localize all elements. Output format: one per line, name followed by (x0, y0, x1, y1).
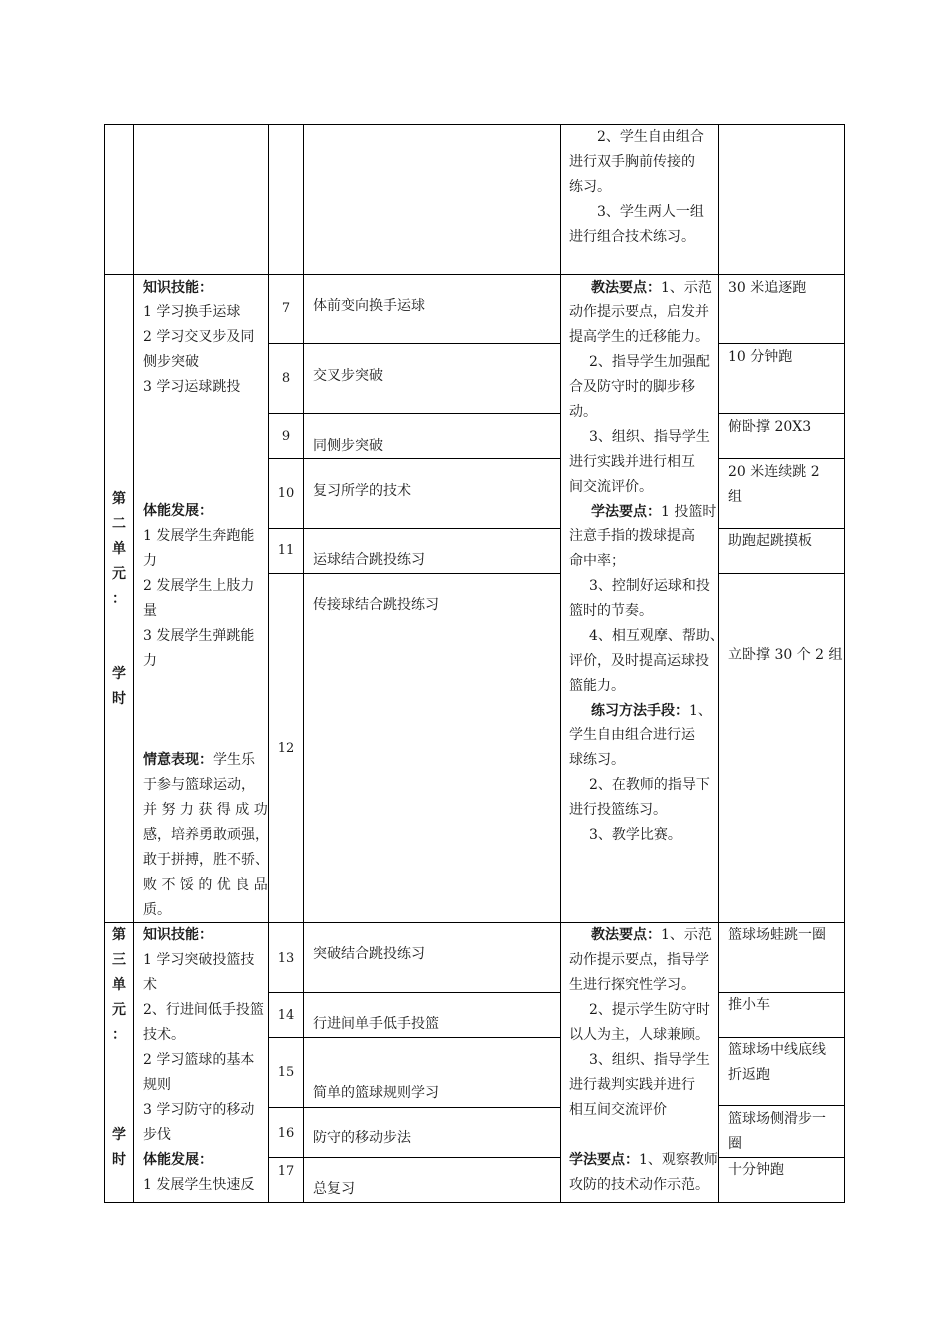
col-divider-3 (303, 124, 304, 1202)
knowledge-heading: 知识技能： (143, 280, 213, 296)
method-text: 进行投篮练习。 (569, 802, 667, 818)
unit-label-char: 时 (112, 691, 126, 707)
method-text: 3、控制好运球和投 (589, 578, 710, 594)
lesson-number: 9 (281, 429, 291, 444)
method-text: 进行组合技术练习。 (569, 229, 695, 245)
method-text: 间交流评价。 (569, 479, 653, 495)
lesson-divider (268, 528, 561, 529)
goal-line: 质。 (143, 902, 171, 918)
lesson-divider (268, 343, 561, 344)
fitness-divider (718, 1105, 845, 1106)
learn-points: 学法要点：1 投篮时 (591, 504, 717, 520)
goal-line: 3 发展学生弹跳能 (143, 628, 255, 644)
lesson-title: 防守的移动步法 (313, 1130, 411, 1146)
lesson-number: 13 (277, 951, 295, 966)
teach-points: 教法要点：1、示范 (591, 280, 712, 296)
goal-line: 技术。 (143, 1027, 185, 1043)
unit-label-char: 时 (112, 1152, 126, 1168)
goal-line: 力 (143, 653, 157, 669)
unit-label-char: 学 (112, 1127, 126, 1143)
emotion-line: 情意表现：学生乐 (143, 752, 255, 768)
method-text: 2、指导学生加强配 (589, 354, 710, 370)
goal-line: 术 (143, 977, 157, 993)
goal-line: 2 发展学生上肢力 (143, 578, 255, 594)
fitness-item: 篮球场侧滑步一 (728, 1111, 826, 1127)
unit-label-char: 单 (112, 977, 126, 993)
method-text: 动。 (569, 404, 597, 420)
lesson-title: 简单的篮球规则学习 (313, 1085, 439, 1101)
fitness-item: 圈 (728, 1136, 742, 1152)
col-divider-5 (718, 124, 719, 1202)
lesson-divider (268, 1037, 561, 1038)
unit-label-char: ： (112, 591, 126, 607)
goal-line: 2、行进间低手投篮 (143, 1002, 264, 1018)
method-text: 相互间交流评价 (569, 1102, 667, 1118)
method-text: 球练习。 (569, 752, 625, 768)
method-text: 3、组织、指导学生 (589, 1052, 710, 1068)
fitness-item: 俯卧撑 20X3 (728, 419, 812, 435)
method-text: 练习。 (569, 179, 611, 195)
lesson-title: 行进间单手低手投篮 (313, 1016, 439, 1032)
goal-line: 量 (143, 603, 157, 619)
goal-line: 1 发展学生快速反 (143, 1177, 255, 1193)
method-text: 2、在教师的指导下 (589, 777, 710, 793)
method-text: 4、相互观摩、帮助、 (589, 628, 724, 644)
lesson-number: 15 (277, 1065, 295, 1080)
goal-line: 于参与篮球运动， (143, 777, 255, 793)
fitness-item: 10 分钟跑 (728, 349, 793, 365)
physical-heading: 体能发展： (143, 1152, 213, 1168)
unit-label-char: 第 (112, 491, 126, 507)
lesson-number: 12 (277, 741, 295, 756)
table-border-top (104, 124, 845, 125)
fitness-item: 助跑起跳摸板 (728, 533, 812, 549)
goal-line: 规则 (143, 1077, 171, 1093)
method-text: 进行裁判实践并进行 (569, 1077, 695, 1093)
col-divider-4 (560, 124, 561, 1202)
lesson-title: 总复习 (313, 1181, 355, 1197)
lesson-number: 8 (281, 371, 291, 386)
fitness-item: 立卧撑 30 个 2 组 (728, 647, 843, 663)
unit-label-char: 单 (112, 541, 126, 557)
lesson-title: 复习所学的技术 (313, 483, 411, 499)
method-text: 3、组织、指导学生 (589, 429, 710, 445)
unit-label-char: 第 (112, 927, 126, 943)
fitness-divider (718, 573, 845, 574)
method-text: 2、学生自由组合 (597, 129, 704, 145)
fitness-item: 篮球场中线底线 (728, 1042, 826, 1058)
unit-label-char: 二 (112, 516, 126, 532)
lesson-number: 7 (281, 301, 291, 316)
goal-line: 2 学习篮球的基本 (143, 1052, 255, 1068)
method-text: 进行实践并进行相互 (569, 454, 695, 470)
method-text: 篮时的节奏。 (569, 603, 653, 619)
method-text: 篮能力。 (569, 678, 625, 694)
lesson-divider (268, 458, 561, 459)
fitness-item: 组 (728, 489, 742, 505)
physical-heading: 体能发展： (143, 503, 213, 519)
method-text: 动作提示要点，启发并 (569, 304, 709, 320)
unit-label-char: ： (112, 1027, 126, 1043)
lesson-title: 同侧步突破 (313, 438, 383, 454)
learn-points: 学法要点：1、观察教师 (569, 1152, 718, 1168)
method-text: 提高学生的迁移能力。 (569, 329, 709, 345)
method-text: 命中率； (569, 553, 625, 569)
fitness-item: 十分钟跑 (728, 1162, 784, 1178)
table-border-right (844, 124, 845, 1202)
lesson-number: 17 (277, 1164, 295, 1179)
fitness-item: 20 米连续跳 2 (728, 464, 820, 480)
lesson-number: 11 (277, 543, 295, 558)
goal-line: 侧步突破 (143, 354, 199, 370)
unit-label-char: 元 (112, 566, 126, 582)
goal-line: 1 发展学生奔跑能 (143, 528, 255, 544)
fitness-item: 篮球场蛙跳一圈 (728, 927, 826, 943)
goal-line: 并 努 力 获 得 成 功 (143, 802, 268, 818)
method-text: 学生自由组合进行运 (569, 727, 695, 743)
unit-label-char: 元 (112, 1002, 126, 1018)
fitness-item: 推小车 (728, 997, 770, 1013)
goal-line: 步伐 (143, 1127, 171, 1143)
lesson-divider (268, 1157, 561, 1158)
goal-line: 败 不 馁 的 优 良 品 (143, 877, 268, 893)
table-border-bottom (104, 1202, 845, 1203)
lesson-divider (268, 992, 561, 993)
fitness-item: 30 米追逐跑 (728, 280, 807, 296)
method-text: 3、教学比赛。 (589, 827, 682, 843)
method-text: 以人为主，人球兼顾。 (569, 1027, 709, 1043)
goal-line: 1 学习换手运球 (143, 304, 241, 320)
goal-line: 1 学习突破投篮技 (143, 952, 255, 968)
lesson-number: 10 (277, 486, 295, 501)
method-text: 生进行探究性学习。 (569, 977, 695, 993)
col-divider-1 (133, 124, 134, 1202)
lesson-title: 突破结合跳投练习 (313, 946, 425, 962)
method-text: 动作提示要点，指导学 (569, 952, 709, 968)
teach-points: 教法要点：1、示范 (591, 927, 712, 943)
knowledge-heading: 知识技能： (143, 927, 213, 943)
practice-points: 练习方法手段：1、 (591, 703, 712, 719)
col-divider-2 (268, 124, 269, 1202)
method-text: 2、提示学生防守时 (589, 1002, 710, 1018)
lesson-title: 传接球结合跳投练习 (313, 597, 439, 613)
goal-line: 2 学习交叉步及同 (143, 329, 255, 345)
lesson-number: 14 (277, 1008, 295, 1023)
goal-line: 3 学习运球跳投 (143, 379, 241, 395)
lesson-title: 交叉步突破 (313, 368, 383, 384)
lesson-title: 体前变向换手运球 (313, 298, 425, 314)
unit-label-char: 学 (112, 666, 126, 682)
unit-label-char: 三 (112, 952, 126, 968)
goal-line: 3 学习防守的移动 (143, 1102, 255, 1118)
method-text: 评价，及时提高运球投 (569, 653, 709, 669)
lesson-title: 运球结合跳投练习 (313, 552, 425, 568)
fitness-divider (718, 413, 845, 414)
method-text: 3、学生两人一组 (597, 204, 704, 220)
lesson-divider (268, 413, 561, 414)
goal-line: 力 (143, 553, 157, 569)
lesson-divider (268, 573, 561, 574)
method-text: 进行双手胸前传接的 (569, 154, 695, 170)
fitness-item: 折返跑 (728, 1067, 770, 1083)
method-text: 攻防的技术动作示范。 (569, 1177, 709, 1193)
method-text: 注意手指的拨球提高 (569, 528, 695, 544)
lesson-divider (268, 1107, 561, 1108)
fitness-divider (718, 343, 845, 344)
lesson-number: 16 (277, 1126, 295, 1141)
goal-line: 感，培养勇敢顽强， (143, 827, 269, 843)
row-divider-unit2 (104, 274, 845, 275)
method-text: 合及防守时的脚步移 (569, 379, 695, 395)
goal-line: 敢于拼搏，胜不骄、 (143, 852, 269, 868)
fitness-divider (718, 458, 845, 459)
